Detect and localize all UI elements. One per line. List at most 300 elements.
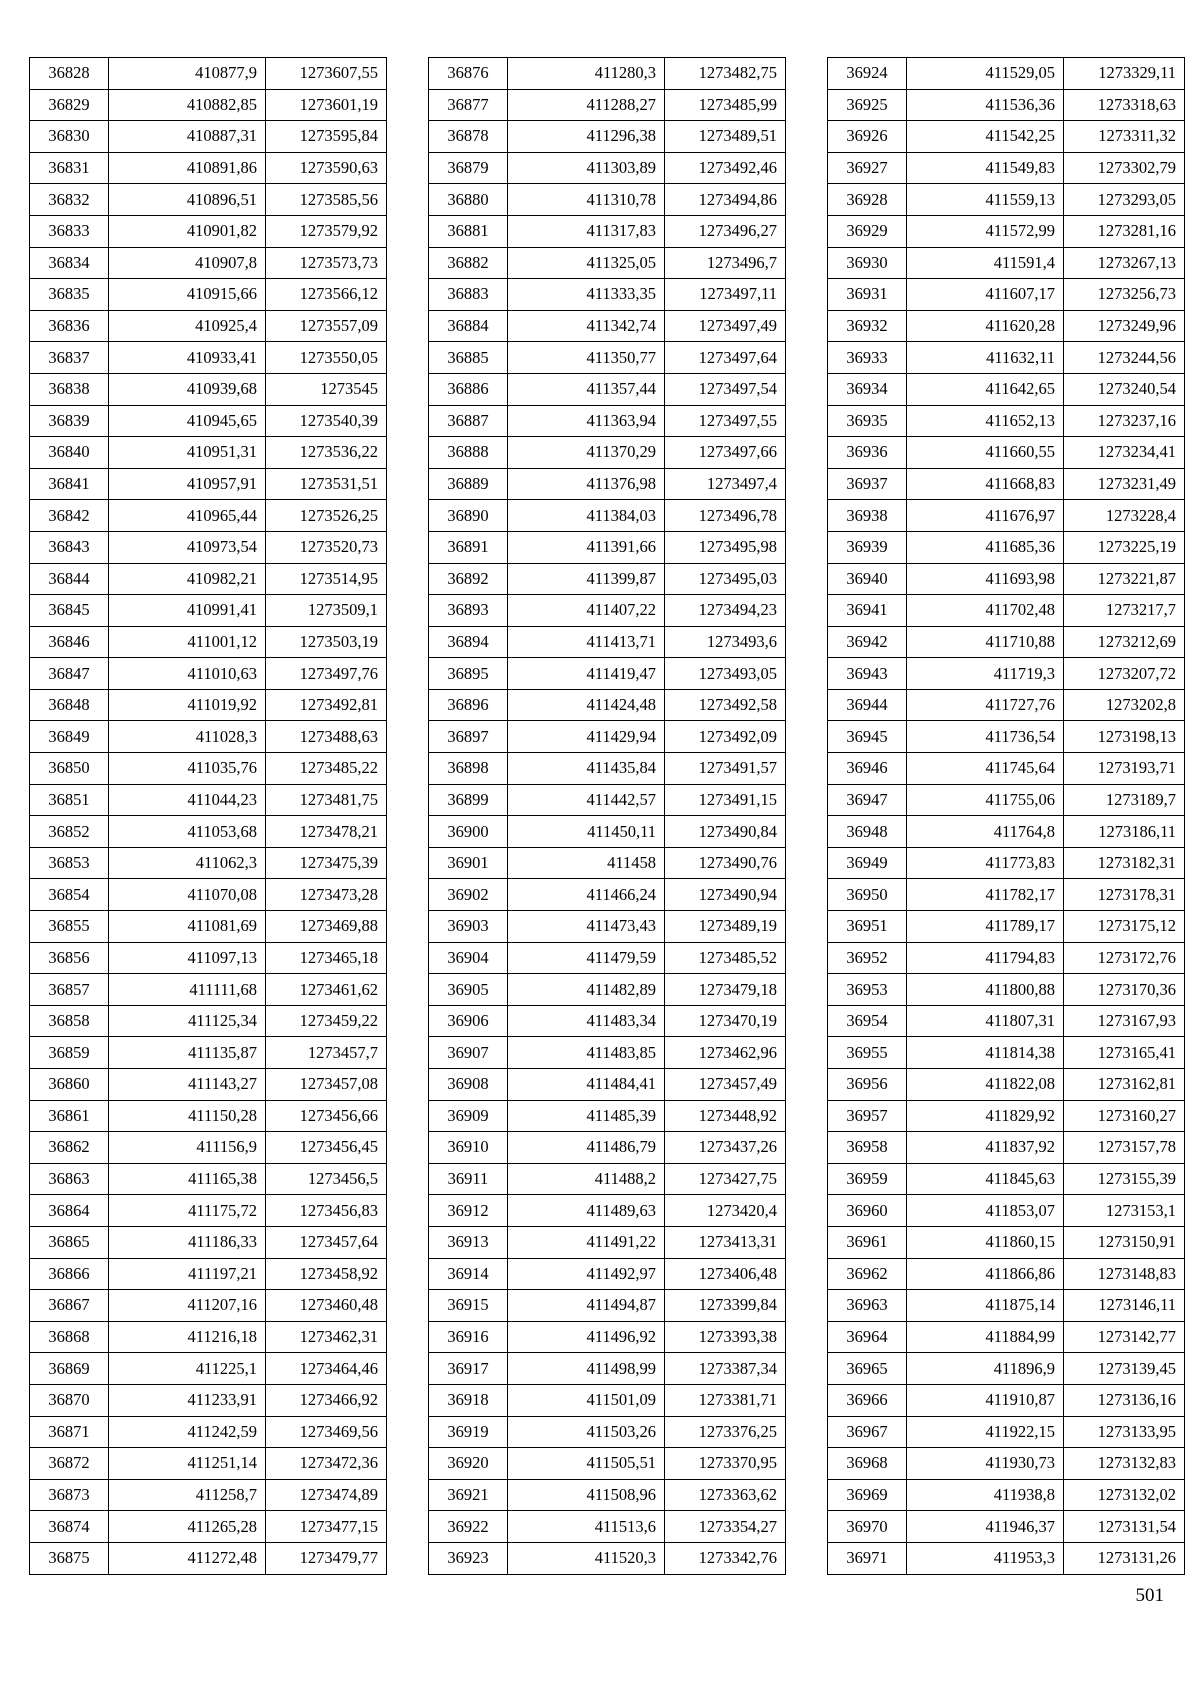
point-number-cell: 36865 bbox=[30, 1226, 109, 1258]
table-row bbox=[429, 1005, 786, 1037]
point-number-cell: 36828 bbox=[30, 58, 109, 90]
y-coordinate-cell: 1273469,56 bbox=[266, 1416, 387, 1448]
x-coordinate-cell: 411800,88 bbox=[907, 974, 1064, 1006]
y-coordinate-cell: 1273178,31 bbox=[1064, 879, 1185, 911]
x-coordinate-cell: 411489,63 bbox=[508, 1195, 665, 1227]
table-row bbox=[30, 1416, 387, 1448]
x-coordinate-cell: 411896,9 bbox=[907, 1353, 1064, 1385]
table-row bbox=[30, 121, 387, 153]
table-row bbox=[30, 279, 387, 311]
point-number-cell: 36925 bbox=[828, 89, 907, 121]
y-coordinate-cell: 1273462,31 bbox=[266, 1321, 387, 1353]
table-row bbox=[429, 58, 786, 90]
y-coordinate-cell: 1273466,92 bbox=[266, 1384, 387, 1416]
x-coordinate-cell: 411216,18 bbox=[109, 1321, 266, 1353]
table-row bbox=[30, 784, 387, 816]
table-row bbox=[30, 1069, 387, 1101]
table-row bbox=[429, 310, 786, 342]
y-coordinate-cell: 1273469,88 bbox=[266, 911, 387, 943]
y-coordinate-cell: 1273607,55 bbox=[266, 58, 387, 90]
point-number-cell: 36853 bbox=[30, 847, 109, 879]
x-coordinate-cell: 411280,3 bbox=[508, 58, 665, 90]
point-number-cell: 36933 bbox=[828, 342, 907, 374]
point-number-cell: 36909 bbox=[429, 1100, 508, 1132]
table-row bbox=[30, 1384, 387, 1416]
table-row bbox=[30, 342, 387, 374]
y-coordinate-cell: 1273475,39 bbox=[266, 847, 387, 879]
x-coordinate-cell: 411207,16 bbox=[109, 1290, 266, 1322]
page-number: 501 bbox=[1135, 1585, 1164, 1606]
y-coordinate-cell: 1273495,03 bbox=[665, 563, 786, 595]
y-coordinate-cell: 1273497,64 bbox=[665, 342, 786, 374]
table-row bbox=[30, 373, 387, 405]
table-row bbox=[828, 373, 1185, 405]
table-row bbox=[828, 310, 1185, 342]
y-coordinate-cell: 1273490,94 bbox=[665, 879, 786, 911]
x-coordinate-cell: 411845,63 bbox=[907, 1163, 1064, 1195]
y-coordinate-cell: 1273545 bbox=[266, 373, 387, 405]
point-number-cell: 36942 bbox=[828, 626, 907, 658]
point-number-cell: 36929 bbox=[828, 215, 907, 247]
table-row bbox=[828, 595, 1185, 627]
point-number-cell: 36916 bbox=[429, 1321, 508, 1353]
point-number-cell: 36927 bbox=[828, 152, 907, 184]
point-number-cell: 36831 bbox=[30, 152, 109, 184]
point-number-cell: 36955 bbox=[828, 1037, 907, 1069]
table-row bbox=[429, 974, 786, 1006]
point-number-cell: 36832 bbox=[30, 184, 109, 216]
point-number-cell: 36878 bbox=[429, 121, 508, 153]
point-number-cell: 36893 bbox=[429, 595, 508, 627]
point-number-cell: 36862 bbox=[30, 1132, 109, 1164]
x-coordinate-cell: 410933,41 bbox=[109, 342, 266, 374]
x-coordinate-cell: 411482,89 bbox=[508, 974, 665, 1006]
table-row bbox=[828, 1195, 1185, 1227]
y-coordinate-cell: 1273497,54 bbox=[665, 373, 786, 405]
table-row bbox=[828, 437, 1185, 469]
coordinate-table-2 bbox=[428, 57, 786, 1575]
y-coordinate-cell: 1273489,19 bbox=[665, 911, 786, 943]
y-coordinate-cell: 1273509,1 bbox=[266, 595, 387, 627]
y-coordinate-cell: 1273162,81 bbox=[1064, 1069, 1185, 1101]
x-coordinate-cell: 411620,28 bbox=[907, 310, 1064, 342]
table-row bbox=[30, 563, 387, 595]
x-coordinate-cell: 411044,23 bbox=[109, 784, 266, 816]
x-coordinate-cell: 411175,72 bbox=[109, 1195, 266, 1227]
x-coordinate-cell: 411429,94 bbox=[508, 721, 665, 753]
y-coordinate-cell: 1273496,78 bbox=[665, 500, 786, 532]
x-coordinate-cell: 411829,92 bbox=[907, 1100, 1064, 1132]
y-coordinate-cell: 1273427,75 bbox=[665, 1163, 786, 1195]
table-row bbox=[828, 247, 1185, 279]
point-number-cell: 36889 bbox=[429, 468, 508, 500]
y-coordinate-cell: 1273485,99 bbox=[665, 89, 786, 121]
point-number-cell: 36830 bbox=[30, 121, 109, 153]
x-coordinate-cell: 411399,87 bbox=[508, 563, 665, 595]
y-coordinate-cell: 1273228,4 bbox=[1064, 500, 1185, 532]
table-row bbox=[429, 721, 786, 753]
point-number-cell: 36874 bbox=[30, 1511, 109, 1543]
y-coordinate-cell: 1273456,83 bbox=[266, 1195, 387, 1227]
point-number-cell: 36900 bbox=[429, 816, 508, 848]
y-coordinate-cell: 1273399,84 bbox=[665, 1290, 786, 1322]
table-row bbox=[828, 1511, 1185, 1543]
x-coordinate-cell: 411520,3 bbox=[508, 1542, 665, 1574]
y-coordinate-cell: 1273497,55 bbox=[665, 405, 786, 437]
point-number-cell: 36939 bbox=[828, 531, 907, 563]
table-row bbox=[30, 816, 387, 848]
y-coordinate-cell: 1273494,86 bbox=[665, 184, 786, 216]
point-number-cell: 36961 bbox=[828, 1226, 907, 1258]
table-row bbox=[30, 468, 387, 500]
point-number-cell: 36947 bbox=[828, 784, 907, 816]
x-coordinate-cell: 411853,07 bbox=[907, 1195, 1064, 1227]
y-coordinate-cell: 1273495,98 bbox=[665, 531, 786, 563]
y-coordinate-cell: 1273148,83 bbox=[1064, 1258, 1185, 1290]
y-coordinate-cell: 1273490,76 bbox=[665, 847, 786, 879]
x-coordinate-cell: 411233,91 bbox=[109, 1384, 266, 1416]
y-coordinate-cell: 1273217,7 bbox=[1064, 595, 1185, 627]
table-row bbox=[828, 531, 1185, 563]
x-coordinate-cell: 411197,21 bbox=[109, 1258, 266, 1290]
table-row bbox=[429, 184, 786, 216]
point-number-cell: 36837 bbox=[30, 342, 109, 374]
y-coordinate-cell: 1273460,48 bbox=[266, 1290, 387, 1322]
point-number-cell: 36869 bbox=[30, 1353, 109, 1385]
x-coordinate-cell: 411676,97 bbox=[907, 500, 1064, 532]
y-coordinate-cell: 1273492,58 bbox=[665, 689, 786, 721]
point-number-cell: 36920 bbox=[429, 1448, 508, 1480]
x-coordinate-cell: 411875,14 bbox=[907, 1290, 1064, 1322]
x-coordinate-cell: 411186,33 bbox=[109, 1226, 266, 1258]
coordinate-table-3 bbox=[827, 57, 1185, 1575]
y-coordinate-cell: 1273376,25 bbox=[665, 1416, 786, 1448]
x-coordinate-cell: 411501,09 bbox=[508, 1384, 665, 1416]
x-coordinate-cell: 411150,28 bbox=[109, 1100, 266, 1132]
y-coordinate-cell: 1273175,12 bbox=[1064, 911, 1185, 943]
table-row bbox=[429, 1511, 786, 1543]
table-row bbox=[30, 1132, 387, 1164]
point-number-cell: 36863 bbox=[30, 1163, 109, 1195]
x-coordinate-cell: 411303,89 bbox=[508, 152, 665, 184]
point-number-cell: 36936 bbox=[828, 437, 907, 469]
table-row bbox=[429, 1353, 786, 1385]
point-number-cell: 36943 bbox=[828, 658, 907, 690]
point-number-cell: 36861 bbox=[30, 1100, 109, 1132]
coordinate-table-1 bbox=[29, 57, 387, 1575]
x-coordinate-cell: 411782,17 bbox=[907, 879, 1064, 911]
x-coordinate-cell: 411485,39 bbox=[508, 1100, 665, 1132]
x-coordinate-cell: 411442,57 bbox=[508, 784, 665, 816]
point-number-cell: 36945 bbox=[828, 721, 907, 753]
point-number-cell: 36968 bbox=[828, 1448, 907, 1480]
table-row bbox=[30, 1479, 387, 1511]
table-row bbox=[828, 689, 1185, 721]
table-row bbox=[30, 1163, 387, 1195]
table-row bbox=[429, 753, 786, 785]
point-number-cell: 36901 bbox=[429, 847, 508, 879]
table-row bbox=[30, 1195, 387, 1227]
y-coordinate-cell: 1273182,31 bbox=[1064, 847, 1185, 879]
table-row bbox=[30, 1290, 387, 1322]
x-coordinate-cell: 411325,05 bbox=[508, 247, 665, 279]
point-number-cell: 36846 bbox=[30, 626, 109, 658]
table-row bbox=[828, 121, 1185, 153]
table-row bbox=[828, 89, 1185, 121]
x-coordinate-cell: 411473,43 bbox=[508, 911, 665, 943]
y-coordinate-cell: 1273387,34 bbox=[665, 1353, 786, 1385]
y-coordinate-cell: 1273492,81 bbox=[266, 689, 387, 721]
x-coordinate-cell: 411496,92 bbox=[508, 1321, 665, 1353]
table-row bbox=[429, 247, 786, 279]
point-number-cell: 36871 bbox=[30, 1416, 109, 1448]
point-number-cell: 36872 bbox=[30, 1448, 109, 1480]
y-coordinate-cell: 1273167,93 bbox=[1064, 1005, 1185, 1037]
table-row bbox=[30, 405, 387, 437]
table-row bbox=[828, 1005, 1185, 1037]
x-coordinate-cell: 411272,48 bbox=[109, 1542, 266, 1574]
point-number-cell: 36855 bbox=[30, 911, 109, 943]
x-coordinate-cell: 410925,4 bbox=[109, 310, 266, 342]
x-coordinate-cell: 411660,55 bbox=[907, 437, 1064, 469]
y-coordinate-cell: 1273207,72 bbox=[1064, 658, 1185, 690]
table-row bbox=[828, 721, 1185, 753]
y-coordinate-cell: 1273160,27 bbox=[1064, 1100, 1185, 1132]
x-coordinate-cell: 410957,91 bbox=[109, 468, 266, 500]
x-coordinate-cell: 411710,88 bbox=[907, 626, 1064, 658]
x-coordinate-cell: 410896,51 bbox=[109, 184, 266, 216]
x-coordinate-cell: 411296,38 bbox=[508, 121, 665, 153]
point-number-cell: 36868 bbox=[30, 1321, 109, 1353]
point-number-cell: 36838 bbox=[30, 373, 109, 405]
x-coordinate-cell: 411288,27 bbox=[508, 89, 665, 121]
table-row bbox=[429, 626, 786, 658]
table-row bbox=[828, 58, 1185, 90]
table-row bbox=[828, 468, 1185, 500]
x-coordinate-cell: 411953,3 bbox=[907, 1542, 1064, 1574]
table-row bbox=[429, 847, 786, 879]
x-coordinate-cell: 411483,34 bbox=[508, 1005, 665, 1037]
table-row bbox=[30, 1353, 387, 1385]
y-coordinate-cell: 1273240,54 bbox=[1064, 373, 1185, 405]
x-coordinate-cell: 411736,54 bbox=[907, 721, 1064, 753]
point-number-cell: 36967 bbox=[828, 1416, 907, 1448]
point-number-cell: 36849 bbox=[30, 721, 109, 753]
y-coordinate-cell: 1273237,16 bbox=[1064, 405, 1185, 437]
table-row bbox=[828, 911, 1185, 943]
y-coordinate-cell: 1273329,11 bbox=[1064, 58, 1185, 90]
x-coordinate-cell: 410965,44 bbox=[109, 500, 266, 532]
table-row bbox=[429, 1163, 786, 1195]
y-coordinate-cell: 1273503,19 bbox=[266, 626, 387, 658]
y-coordinate-cell: 1273267,13 bbox=[1064, 247, 1185, 279]
table-row bbox=[30, 1258, 387, 1290]
table-row bbox=[828, 1448, 1185, 1480]
y-coordinate-cell: 1273479,18 bbox=[665, 974, 786, 1006]
table-row bbox=[828, 500, 1185, 532]
point-number-cell: 36944 bbox=[828, 689, 907, 721]
y-coordinate-cell: 1273170,36 bbox=[1064, 974, 1185, 1006]
y-coordinate-cell: 1273363,62 bbox=[665, 1479, 786, 1511]
point-number-cell: 36958 bbox=[828, 1132, 907, 1164]
x-coordinate-cell: 411384,03 bbox=[508, 500, 665, 532]
x-coordinate-cell: 411135,87 bbox=[109, 1037, 266, 1069]
x-coordinate-cell: 411479,59 bbox=[508, 942, 665, 974]
table-row bbox=[30, 879, 387, 911]
y-coordinate-cell: 1273393,38 bbox=[665, 1321, 786, 1353]
x-coordinate-cell: 410901,82 bbox=[109, 215, 266, 247]
table-row bbox=[828, 1416, 1185, 1448]
x-coordinate-cell: 411922,15 bbox=[907, 1416, 1064, 1448]
point-number-cell: 36880 bbox=[429, 184, 508, 216]
y-coordinate-cell: 1273473,28 bbox=[266, 879, 387, 911]
point-number-cell: 36867 bbox=[30, 1290, 109, 1322]
y-coordinate-cell: 1273465,18 bbox=[266, 942, 387, 974]
point-number-cell: 36890 bbox=[429, 500, 508, 532]
x-coordinate-cell: 410877,9 bbox=[109, 58, 266, 90]
y-coordinate-cell: 1273186,11 bbox=[1064, 816, 1185, 848]
table-row bbox=[429, 658, 786, 690]
x-coordinate-cell: 410939,68 bbox=[109, 373, 266, 405]
point-number-cell: 36912 bbox=[429, 1195, 508, 1227]
x-coordinate-cell: 411391,66 bbox=[508, 531, 665, 563]
point-number-cell: 36898 bbox=[429, 753, 508, 785]
table-row bbox=[828, 784, 1185, 816]
x-coordinate-cell: 411702,48 bbox=[907, 595, 1064, 627]
y-coordinate-cell: 1273493,05 bbox=[665, 658, 786, 690]
x-coordinate-cell: 411413,71 bbox=[508, 626, 665, 658]
y-coordinate-cell: 1273585,56 bbox=[266, 184, 387, 216]
y-coordinate-cell: 1273470,19 bbox=[665, 1005, 786, 1037]
x-coordinate-cell: 411435,84 bbox=[508, 753, 665, 785]
x-coordinate-cell: 411466,24 bbox=[508, 879, 665, 911]
point-number-cell: 36829 bbox=[30, 89, 109, 121]
table-row bbox=[828, 847, 1185, 879]
point-number-cell: 36953 bbox=[828, 974, 907, 1006]
y-coordinate-cell: 1273146,11 bbox=[1064, 1290, 1185, 1322]
point-number-cell: 36902 bbox=[429, 879, 508, 911]
y-coordinate-cell: 1273150,91 bbox=[1064, 1226, 1185, 1258]
table-row bbox=[30, 721, 387, 753]
table-row bbox=[30, 595, 387, 627]
table-row bbox=[828, 1542, 1185, 1574]
x-coordinate-cell: 411549,83 bbox=[907, 152, 1064, 184]
table-row bbox=[429, 531, 786, 563]
x-coordinate-cell: 411685,36 bbox=[907, 531, 1064, 563]
x-coordinate-cell: 411572,99 bbox=[907, 215, 1064, 247]
table-row bbox=[429, 879, 786, 911]
x-coordinate-cell: 411938,8 bbox=[907, 1479, 1064, 1511]
y-coordinate-cell: 1273302,79 bbox=[1064, 152, 1185, 184]
table-row bbox=[429, 816, 786, 848]
table-row bbox=[828, 942, 1185, 974]
x-coordinate-cell: 411450,11 bbox=[508, 816, 665, 848]
x-coordinate-cell: 411542,25 bbox=[907, 121, 1064, 153]
y-coordinate-cell: 1273595,84 bbox=[266, 121, 387, 153]
point-number-cell: 36969 bbox=[828, 1479, 907, 1511]
point-number-cell: 36848 bbox=[30, 689, 109, 721]
y-coordinate-cell: 1273462,96 bbox=[665, 1037, 786, 1069]
x-coordinate-cell: 411019,92 bbox=[109, 689, 266, 721]
y-coordinate-cell: 1273457,49 bbox=[665, 1069, 786, 1101]
point-number-cell: 36951 bbox=[828, 911, 907, 943]
y-coordinate-cell: 1273249,96 bbox=[1064, 310, 1185, 342]
table-row bbox=[429, 911, 786, 943]
y-coordinate-cell: 1273474,89 bbox=[266, 1479, 387, 1511]
point-number-cell: 36870 bbox=[30, 1384, 109, 1416]
x-coordinate-cell: 411764,8 bbox=[907, 816, 1064, 848]
x-coordinate-cell: 410907,8 bbox=[109, 247, 266, 279]
y-coordinate-cell: 1273497,49 bbox=[665, 310, 786, 342]
y-coordinate-cell: 1273488,63 bbox=[266, 721, 387, 753]
point-number-cell: 36843 bbox=[30, 531, 109, 563]
x-coordinate-cell: 411370,29 bbox=[508, 437, 665, 469]
point-number-cell: 36919 bbox=[429, 1416, 508, 1448]
point-number-cell: 36883 bbox=[429, 279, 508, 311]
table-row bbox=[429, 1321, 786, 1353]
point-number-cell: 36875 bbox=[30, 1542, 109, 1574]
x-coordinate-cell: 411508,96 bbox=[508, 1479, 665, 1511]
x-coordinate-cell: 410915,66 bbox=[109, 279, 266, 311]
table-row bbox=[828, 1037, 1185, 1069]
x-coordinate-cell: 411755,06 bbox=[907, 784, 1064, 816]
x-coordinate-cell: 410982,21 bbox=[109, 563, 266, 595]
table-row bbox=[429, 500, 786, 532]
table-row bbox=[429, 1226, 786, 1258]
y-coordinate-cell: 1273540,39 bbox=[266, 405, 387, 437]
table-row bbox=[30, 1511, 387, 1543]
point-number-cell: 36924 bbox=[828, 58, 907, 90]
y-coordinate-cell: 1273318,63 bbox=[1064, 89, 1185, 121]
point-number-cell: 36908 bbox=[429, 1069, 508, 1101]
y-coordinate-cell: 1273354,27 bbox=[665, 1511, 786, 1543]
table-row bbox=[429, 1542, 786, 1574]
x-coordinate-cell: 411419,47 bbox=[508, 658, 665, 690]
y-coordinate-cell: 1273155,39 bbox=[1064, 1163, 1185, 1195]
table-row bbox=[30, 1226, 387, 1258]
x-coordinate-cell: 411498,99 bbox=[508, 1353, 665, 1385]
y-coordinate-cell: 1273461,62 bbox=[266, 974, 387, 1006]
table-row bbox=[828, 184, 1185, 216]
table-row bbox=[429, 942, 786, 974]
y-coordinate-cell: 1273536,22 bbox=[266, 437, 387, 469]
point-number-cell: 36864 bbox=[30, 1195, 109, 1227]
x-coordinate-cell: 411513,6 bbox=[508, 1511, 665, 1543]
x-coordinate-cell: 411727,76 bbox=[907, 689, 1064, 721]
y-coordinate-cell: 1273225,19 bbox=[1064, 531, 1185, 563]
x-coordinate-cell: 411097,13 bbox=[109, 942, 266, 974]
table-row bbox=[30, 1448, 387, 1480]
point-number-cell: 36844 bbox=[30, 563, 109, 595]
y-coordinate-cell: 1273132,83 bbox=[1064, 1448, 1185, 1480]
x-coordinate-cell: 411486,79 bbox=[508, 1132, 665, 1164]
table-row bbox=[828, 658, 1185, 690]
y-coordinate-cell: 1273497,76 bbox=[266, 658, 387, 690]
y-coordinate-cell: 1273256,73 bbox=[1064, 279, 1185, 311]
point-number-cell: 36970 bbox=[828, 1511, 907, 1543]
x-coordinate-cell: 411143,27 bbox=[109, 1069, 266, 1101]
y-coordinate-cell: 1273491,57 bbox=[665, 753, 786, 785]
table-row bbox=[429, 215, 786, 247]
y-coordinate-cell: 1273456,5 bbox=[266, 1163, 387, 1195]
point-number-cell: 36910 bbox=[429, 1132, 508, 1164]
table-row bbox=[429, 689, 786, 721]
y-coordinate-cell: 1273489,51 bbox=[665, 121, 786, 153]
x-coordinate-cell: 411165,38 bbox=[109, 1163, 266, 1195]
point-number-cell: 36917 bbox=[429, 1353, 508, 1385]
table-row bbox=[828, 1479, 1185, 1511]
y-coordinate-cell: 1273579,92 bbox=[266, 215, 387, 247]
